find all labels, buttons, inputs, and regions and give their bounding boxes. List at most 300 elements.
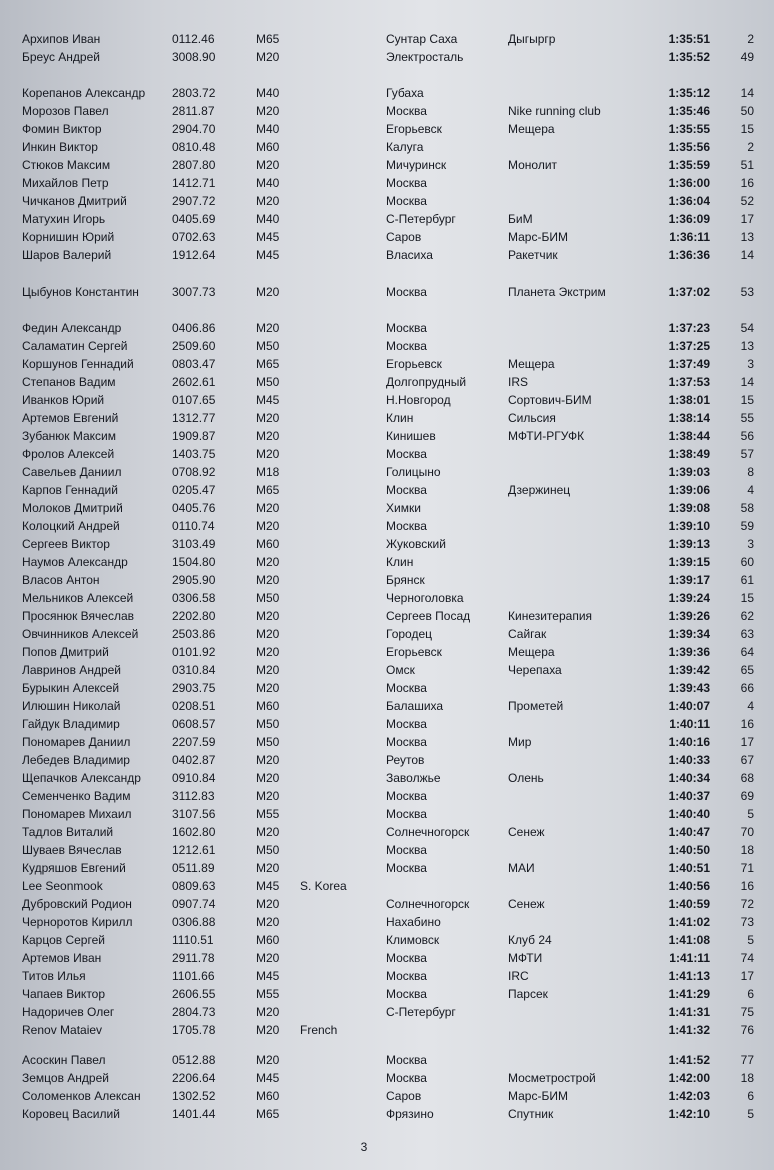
cell-city: Москва: [386, 321, 427, 335]
cell-cat: M55: [256, 807, 280, 821]
cell-place: 73: [740, 915, 754, 929]
cell-cat: M55: [256, 987, 280, 1001]
cell-cat: M60: [256, 537, 280, 551]
cell-place: 77: [740, 1053, 754, 1067]
cell-club: Мещера: [508, 645, 555, 659]
result-row: [0, 949, 774, 967]
cell-club: Мир: [508, 735, 532, 749]
cell-dob: 2503.86: [172, 627, 216, 641]
result-row: [0, 733, 774, 751]
cell-city: Москва: [386, 987, 427, 1001]
cell-place: 54: [740, 321, 754, 335]
result-row: [0, 373, 774, 391]
result-row: [0, 589, 774, 607]
cell-club: Сильсия: [508, 411, 556, 425]
cell-name: Фролов Алексей: [22, 447, 115, 461]
cell-city: Городец: [386, 627, 433, 641]
cell-dob: 1212.61: [172, 843, 216, 857]
cell-city: Фрязино: [386, 1107, 434, 1121]
cell-name: Степанов Вадим: [22, 375, 116, 389]
cell-dob: 0512.88: [172, 1053, 216, 1067]
cell-dob: 0406.86: [172, 321, 216, 335]
cell-city: Москва: [386, 483, 427, 497]
result-row: [0, 120, 774, 138]
cell-time: 1:36:04: [668, 194, 710, 208]
cell-club: Сортович-БИМ: [508, 393, 592, 407]
cell-city: Химки: [386, 501, 421, 515]
cell-cat: M20: [256, 501, 280, 515]
cell-dob: 2905.90: [172, 573, 216, 587]
result-row: [0, 30, 774, 48]
cell-place: 63: [740, 627, 754, 641]
cell-cat: M20: [256, 1023, 280, 1037]
cell-dob: 0405.76: [172, 501, 216, 515]
cell-time: 1:41:13: [668, 969, 710, 983]
cell-dob: 0110.74: [172, 519, 215, 533]
cell-cat: M20: [256, 789, 280, 803]
result-row: [0, 625, 774, 643]
cell-name: Просянюк Вячеслав: [22, 609, 135, 623]
cell-name: Тадлов Виталий: [22, 825, 114, 839]
cell-cat: M45: [256, 879, 280, 893]
cell-name: Цыбунов Константин: [22, 285, 139, 299]
cell-cat: M40: [256, 176, 280, 190]
cell-city: Москва: [386, 717, 427, 731]
cell-dob: 0306.88: [172, 915, 216, 929]
result-row: [0, 445, 774, 463]
cell-cat: M50: [256, 339, 280, 353]
cell-dob: 2602.61: [172, 375, 216, 389]
cell-name: Гайдук Владимир: [22, 717, 120, 731]
cell-club: Монолит: [508, 158, 558, 172]
cell-city: Москва: [386, 843, 427, 857]
cell-cat: M40: [256, 86, 280, 100]
result-row: [0, 535, 774, 553]
cell-dob: 0608.57: [172, 717, 216, 731]
cell-dob: 2202.80: [172, 609, 216, 623]
cell-city: Егорьевск: [386, 645, 442, 659]
result-row: [0, 553, 774, 571]
cell-name: Шаров Валерий: [22, 248, 112, 262]
cell-time: 1:37:49: [668, 357, 710, 371]
cell-city: Москва: [386, 807, 427, 821]
result-row: [0, 156, 774, 174]
page-number: 3: [360, 1140, 368, 1154]
cell-cat: M20: [256, 1005, 280, 1019]
cell-dob: 3008.90: [172, 50, 216, 64]
cell-cat: M20: [256, 609, 280, 623]
cell-dob: 0402.87: [172, 753, 216, 767]
result-row: [0, 769, 774, 787]
cell-time: 1:40:50: [668, 843, 710, 857]
cell-place: 6: [747, 987, 754, 1001]
cell-time: 1:35:55: [668, 122, 710, 136]
cell-name: Карпов Геннадий: [22, 483, 118, 497]
cell-dob: 1504.80: [172, 555, 216, 569]
result-row: [0, 661, 774, 679]
cell-name: Илюшин Николай: [22, 699, 121, 713]
cell-name: Черноротов Кирилл: [22, 915, 133, 929]
cell-place: 62: [740, 609, 754, 623]
cell-name: Лебедев Владимир: [22, 753, 130, 767]
cell-cat: M20: [256, 753, 280, 767]
cell-city: Клин: [386, 555, 414, 569]
cell-place: 16: [740, 176, 754, 190]
result-row: [0, 1051, 774, 1069]
cell-place: 53: [740, 285, 754, 299]
cell-name: Савельев Даниил: [22, 465, 122, 479]
cell-time: 1:37:02: [668, 285, 710, 299]
cell-dob: 2803.72: [172, 86, 216, 100]
cell-place: 8: [747, 465, 754, 479]
cell-name: Сергеев Виктор: [22, 537, 110, 551]
cell-club: Мосметрострой: [508, 1071, 596, 1085]
result-row: [0, 1087, 774, 1105]
result-row: [0, 787, 774, 805]
cell-club: Дыгыргр: [508, 32, 556, 46]
cell-time: 1:39:10: [668, 519, 710, 533]
cell-country: French: [300, 1023, 338, 1037]
cell-time: 1:37:25: [668, 339, 710, 353]
cell-name: Бурыкин Алексей: [22, 681, 120, 695]
cell-dob: 2811.87: [172, 104, 215, 118]
cell-club: Сенеж: [508, 825, 545, 839]
cell-city: Голицыно: [386, 465, 441, 479]
cell-dob: 0702.63: [172, 230, 216, 244]
cell-time: 1:42:10: [668, 1107, 710, 1121]
cell-club: Прометей: [508, 699, 564, 713]
cell-place: 2: [747, 32, 754, 46]
cell-city: Жуковский: [386, 537, 446, 551]
cell-city: Саров: [386, 1089, 422, 1103]
cell-place: 4: [747, 699, 754, 713]
cell-name: Фомин Виктор: [22, 122, 102, 136]
cell-time: 1:39:43: [668, 681, 710, 695]
cell-cat: M65: [256, 1107, 280, 1121]
cell-dob: 1401.44: [172, 1107, 216, 1121]
cell-city: Долгопрудный: [386, 375, 467, 389]
cell-place: 16: [740, 879, 754, 893]
cell-city: Москва: [386, 681, 427, 695]
cell-club: Мещера: [508, 122, 555, 136]
cell-place: 17: [740, 735, 754, 749]
cell-dob: 3007.73: [172, 285, 216, 299]
cell-name: Иванков Юрий: [22, 393, 105, 407]
cell-time: 1:42:00: [668, 1071, 710, 1085]
cell-cat: M45: [256, 230, 280, 244]
cell-cat: M20: [256, 321, 280, 335]
cell-time: 1:35:12: [668, 86, 710, 100]
cell-name: Щепачков Александр: [22, 771, 141, 785]
cell-name: Дубровский Родион: [22, 897, 132, 911]
cell-cat: M60: [256, 933, 280, 947]
cell-city: Н.Новгород: [386, 393, 451, 407]
cell-cat: M65: [256, 357, 280, 371]
cell-time: 1:37:23: [668, 321, 710, 335]
cell-city: Нахабино: [386, 915, 441, 929]
cell-place: 65: [740, 663, 754, 677]
cell-dob: 1912.64: [172, 248, 216, 262]
result-row: [0, 427, 774, 445]
cell-dob: 0112.46: [172, 32, 215, 46]
cell-name: Инкин Виктор: [22, 140, 98, 154]
cell-cat: M20: [256, 429, 280, 443]
cell-name: Лавринов Андрей: [22, 663, 121, 677]
cell-name: Власов Антон: [22, 573, 100, 587]
cell-dob: 0708.92: [172, 465, 216, 479]
cell-city: Москва: [386, 735, 427, 749]
cell-city: Мичуринск: [386, 158, 447, 172]
cell-name: Стюков Максим: [22, 158, 111, 172]
cell-city: Москва: [386, 176, 427, 190]
cell-club: Спутник: [508, 1107, 554, 1121]
cell-name: Федин Александр: [22, 321, 122, 335]
cell-club: Планета Экстрим: [508, 285, 606, 299]
result-row: [0, 985, 774, 1003]
cell-dob: 1909.87: [172, 429, 216, 443]
cell-dob: 3112.83: [172, 789, 215, 803]
cell-city: Клин: [386, 411, 414, 425]
result-row: [0, 391, 774, 409]
result-row: [0, 517, 774, 535]
result-row: [0, 192, 774, 210]
cell-cat: M20: [256, 285, 280, 299]
result-row: [0, 805, 774, 823]
cell-cat: M20: [256, 681, 280, 695]
result-row: [0, 355, 774, 373]
cell-name: Кудряшов Евгений: [22, 861, 126, 875]
result-row: [0, 1003, 774, 1021]
cell-city: Москва: [386, 951, 427, 965]
result-row: [0, 409, 774, 427]
cell-dob: 2911.78: [172, 951, 215, 965]
cell-club: Олень: [508, 771, 544, 785]
cell-time: 1:39:34: [668, 627, 710, 641]
cell-place: 13: [740, 230, 754, 244]
cell-dob: 3103.49: [172, 537, 216, 551]
cell-name: Lee Seonmook: [22, 879, 103, 893]
cell-time: 1:39:08: [668, 501, 710, 515]
cell-name: Саламатин Сергей: [22, 339, 128, 353]
cell-club: Nike running club: [508, 104, 601, 118]
cell-time: 1:38:49: [668, 447, 710, 461]
cell-place: 14: [740, 86, 754, 100]
cell-time: 1:40:07: [668, 699, 710, 713]
cell-place: 59: [740, 519, 754, 533]
cell-place: 16: [740, 717, 754, 731]
result-row: [0, 751, 774, 769]
cell-time: 1:36:09: [668, 212, 710, 226]
cell-place: 69: [740, 789, 754, 803]
cell-place: 2: [747, 140, 754, 154]
cell-cat: M50: [256, 375, 280, 389]
result-row: [0, 499, 774, 517]
cell-city: Москва: [386, 447, 427, 461]
cell-cat: M20: [256, 194, 280, 208]
cell-place: 72: [740, 897, 754, 911]
cell-city: Егорьевск: [386, 357, 442, 371]
cell-club: Марс-БИМ: [508, 1089, 568, 1103]
cell-time: 1:39:26: [668, 609, 710, 623]
cell-time: 1:41:52: [668, 1053, 710, 1067]
cell-time: 1:39:42: [668, 663, 710, 677]
cell-cat: M45: [256, 1071, 280, 1085]
cell-cat: M20: [256, 519, 280, 533]
cell-city: Солнечногорск: [386, 825, 470, 839]
cell-dob: 0310.84: [172, 663, 216, 677]
cell-name: Корнишин Юрий: [22, 230, 115, 244]
cell-name: Земцов Андрей: [22, 1071, 109, 1085]
result-row: [0, 228, 774, 246]
result-row: [0, 913, 774, 931]
cell-cat: M20: [256, 555, 280, 569]
cell-club: МАИ: [508, 861, 535, 875]
cell-dob: 0511.89: [172, 861, 215, 875]
cell-name: Надоричев Олег: [22, 1005, 115, 1019]
cell-place: 6: [747, 1089, 754, 1103]
cell-city: Власиха: [386, 248, 433, 262]
cell-cat: M20: [256, 447, 280, 461]
cell-dob: 1312.77: [172, 411, 216, 425]
cell-name: Зубанюк Максим: [22, 429, 117, 443]
cell-time: 1:41:11: [669, 951, 710, 965]
cell-place: 17: [740, 212, 754, 226]
cell-city: Москва: [386, 339, 427, 353]
cell-place: 50: [740, 104, 754, 118]
cell-cat: M20: [256, 573, 280, 587]
cell-place: 18: [740, 1071, 754, 1085]
cell-cat: M20: [256, 897, 280, 911]
result-row: [0, 895, 774, 913]
cell-city: Электросталь: [386, 50, 464, 64]
result-row: [0, 877, 774, 895]
cell-cat: M20: [256, 158, 280, 172]
cell-name: Артемов Евгений: [22, 411, 119, 425]
cell-name: Матухин Игорь: [22, 212, 106, 226]
cell-cat: M20: [256, 861, 280, 875]
cell-place: 68: [740, 771, 754, 785]
cell-dob: 0205.47: [172, 483, 216, 497]
cell-dob: 1602.80: [172, 825, 216, 839]
cell-time: 1:40:34: [668, 771, 710, 785]
cell-time: 1:35:51: [668, 32, 710, 46]
cell-time: 1:40:51: [668, 861, 710, 875]
cell-cat: M60: [256, 699, 280, 713]
cell-club: Черепаха: [508, 663, 562, 677]
result-row: [0, 463, 774, 481]
cell-time: 1:40:11: [669, 717, 710, 731]
cell-time: 1:37:53: [668, 375, 710, 389]
cell-cat: M20: [256, 915, 280, 929]
cell-place: 55: [740, 411, 754, 425]
cell-time: 1:35:52: [668, 50, 710, 64]
result-row: [0, 571, 774, 589]
cell-cat: M60: [256, 1089, 280, 1103]
cell-place: 51: [740, 158, 754, 172]
cell-time: 1:39:06: [668, 483, 710, 497]
result-row: [0, 859, 774, 877]
cell-dob: 0803.47: [172, 357, 216, 371]
cell-name: Семенченко Вадим: [22, 789, 131, 803]
cell-dob: 1110.51: [172, 933, 214, 947]
cell-club: МФТИ: [508, 951, 543, 965]
cell-name: Наумов Александр: [22, 555, 128, 569]
cell-place: 14: [740, 248, 754, 262]
cell-place: 15: [740, 122, 754, 136]
cell-club: Дзержинец: [508, 483, 571, 497]
cell-cat: M20: [256, 771, 280, 785]
cell-place: 56: [740, 429, 754, 443]
result-row: [0, 967, 774, 985]
cell-place: 74: [740, 951, 754, 965]
cell-dob: 0810.48: [172, 140, 216, 154]
result-row: [0, 643, 774, 661]
cell-time: 1:38:14: [668, 411, 710, 425]
cell-name: Коршунов Геннадий: [22, 357, 134, 371]
cell-cat: M20: [256, 50, 280, 64]
cell-dob: 2509.60: [172, 339, 216, 353]
cell-cat: M60: [256, 140, 280, 154]
cell-city: С-Петербург: [386, 212, 456, 226]
cell-place: 13: [740, 339, 754, 353]
result-row: [0, 823, 774, 841]
cell-place: 70: [740, 825, 754, 839]
cell-name: Пономарев Даниил: [22, 735, 131, 749]
cell-city: Солнечногорск: [386, 897, 470, 911]
cell-time: 1:40:59: [668, 897, 710, 911]
cell-place: 3: [747, 537, 754, 551]
cell-time: 1:41:31: [668, 1005, 710, 1019]
cell-time: 1:42:03: [668, 1089, 710, 1103]
cell-club: Сенеж: [508, 897, 545, 911]
cell-city: Москва: [386, 861, 427, 875]
result-row: [0, 931, 774, 949]
cell-dob: 2807.80: [172, 158, 216, 172]
cell-city: Кинишев: [386, 429, 436, 443]
cell-place: 18: [740, 843, 754, 857]
cell-time: 1:36:00: [668, 176, 710, 190]
cell-name: Титов Илья: [22, 969, 86, 983]
cell-cat: M50: [256, 843, 280, 857]
result-row: [0, 283, 774, 301]
cell-name: Корепанов Александр: [22, 86, 146, 100]
cell-city: Москва: [386, 1071, 427, 1085]
result-row: [0, 246, 774, 264]
cell-place: 4: [747, 483, 754, 497]
cell-time: 1:39:13: [668, 537, 710, 551]
cell-dob: 2907.72: [172, 194, 216, 208]
cell-time: 1:39:03: [668, 465, 710, 479]
cell-name: Овчинников Алексей: [22, 627, 139, 641]
cell-cat: M20: [256, 645, 280, 659]
cell-time: 1:40:56: [668, 879, 710, 893]
cell-place: 71: [740, 861, 754, 875]
cell-cat: M50: [256, 591, 280, 605]
cell-name: Мельников Алексей: [22, 591, 134, 605]
cell-club: Марс-БИМ: [508, 230, 568, 244]
cell-cat: M50: [256, 735, 280, 749]
cell-city: Брянск: [386, 573, 425, 587]
cell-time: 1:36:11: [669, 230, 710, 244]
cell-city: Москва: [386, 1053, 427, 1067]
cell-club: Кинезитерапия: [508, 609, 593, 623]
cell-time: 1:39:36: [668, 645, 710, 659]
cell-city: Саров: [386, 230, 422, 244]
cell-dob: 1705.78: [172, 1023, 216, 1037]
cell-place: 3: [747, 357, 754, 371]
cell-place: 49: [740, 50, 754, 64]
cell-dob: 0101.92: [172, 645, 216, 659]
